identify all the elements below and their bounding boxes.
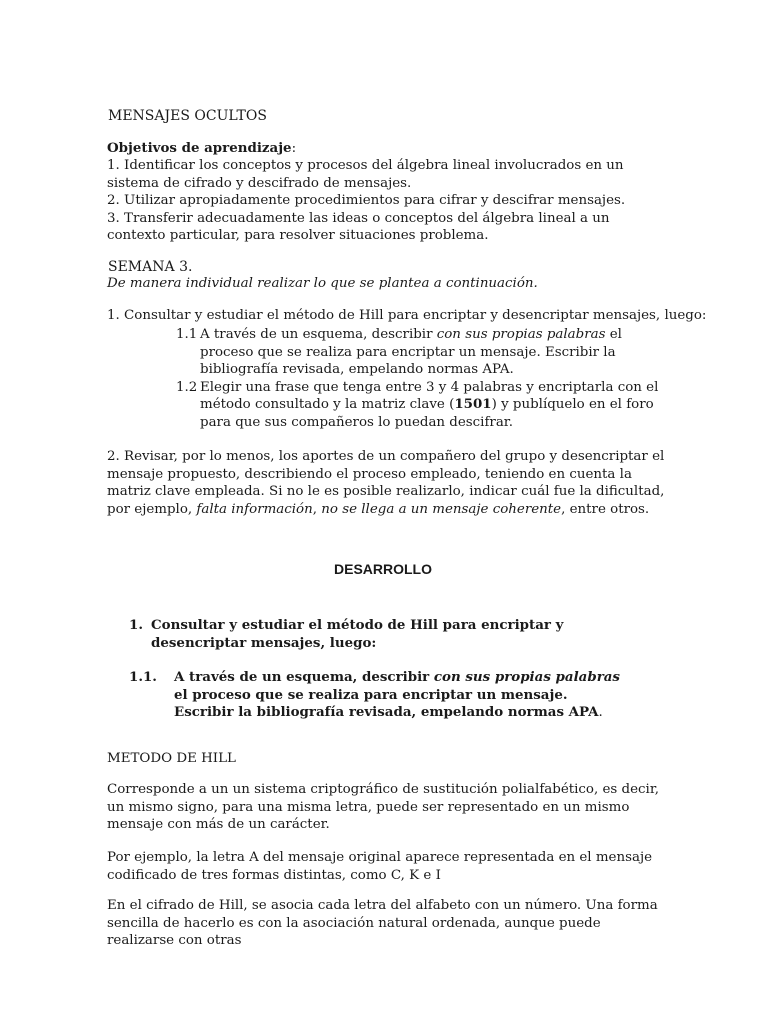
task-2-text-b: , entre otros. <box>561 501 650 517</box>
task-1-1-number: 1.1 <box>176 327 198 342</box>
week-title-dot: . <box>187 259 193 275</box>
development-item-1-text: Consultar y estudiar el método de Hill para encriptar y desencriptar mensajes, luego: <box>151 617 564 651</box>
development-item-1-1-text-b: el proceso que se realiza para encriptar un mensaje. Escribir la bibliografía revisada, empelando normas APA <box>174 686 599 721</box>
hill-paragraph-2: Por ejemplo, la letra A del mensaje original aparece representada en el mensaje codificado de tres formas distintas, como C, K e I <box>107 850 653 883</box>
objectives-heading-text: Objetivos de aprendizaje <box>107 140 292 156</box>
hill-paragraph-1: Corresponde a un un sistema criptográfico de sustitución polialfabético, es decir, un mismo signo, para una misma letra, puede ser representado en un mismo mensaje con más de un carácter. <box>107 782 660 833</box>
development-item-1-1-text <box>174 669 629 722</box>
document-title: MENSAJES OCULTOS <box>108 108 267 124</box>
hill-method-title: METODO DE HILL <box>107 751 236 766</box>
task-2 <box>107 448 667 518</box>
task-1-1-text-italic: con sus propias palabras <box>436 327 606 342</box>
week-title-text: SEMANA 3 <box>108 259 188 275</box>
task-1-1 <box>176 326 676 379</box>
development-item-1 <box>129 617 649 652</box>
objectives-heading-colon: : <box>291 141 297 156</box>
task-2-italic-1: falta información <box>196 501 313 517</box>
objectives-list <box>107 157 667 245</box>
objective-item-2: 2. Utilizar apropiadamente procedimientos para cifrar y descifrar mensajes. <box>107 193 626 209</box>
task-1-2-key: 1501 <box>454 396 492 413</box>
development-item-1-number: 1. <box>129 617 143 633</box>
development-item-1-1-dot: . <box>598 705 603 721</box>
task-2-italic-2: no se llega a un mensaje coherente <box>321 501 562 517</box>
development-item-1-1-italic: con sus propias palabras <box>433 669 620 685</box>
hill-paragraph-3: En el cifrado de Hill, se asocia cada letra del alfabeto con un número. Una forma sencilla de hacerlo es con la asociación natural ordenada, aunque puede realizarse con otras <box>107 898 658 949</box>
development-item-1-1 <box>129 669 629 722</box>
task-1-subitems <box>176 326 676 432</box>
week-subtitle: De manera individual realizar lo que se plantea a continuación. <box>107 276 538 291</box>
task-2-comma: , <box>312 501 322 517</box>
task-1-2-text-b: ) y publíquelo en el foro para que sus compañeros lo puedan descifrar. <box>200 397 654 430</box>
objectives-heading <box>107 140 296 158</box>
development-item-1-1-number: 1.1. <box>129 669 157 685</box>
task-1-1-text-a: A través de un esquema, describir <box>200 327 437 342</box>
task-1: 1. Consultar y estudiar el método de Hill para encriptar y desencriptar mensajes, luego: <box>107 308 707 323</box>
development-heading: DESARROLLO <box>334 561 432 577</box>
objective-item-3: 3. Transferir adecuadamente las ideas o conceptos del álgebra lineal a un contexto particular, para resolver situaciones problema. <box>107 210 610 244</box>
task-1-2-number: 1.2 <box>176 379 198 395</box>
task-1-1-text-b: el proceso que se realiza para encriptar un mensaje. Escribir la bibliografía revisada, empelando normas APA. <box>200 327 622 378</box>
task-1-2-text-a: Elegir una frase que tenga entre 3 y 4 palabras y encriptarla con el método consultado y la matriz clave ( <box>200 379 659 413</box>
development-item-1-1-text-a: A través de un esquema, describir <box>174 669 434 685</box>
objective-item-1: 1. Identificar los conceptos y procesos del álgebra lineal involucrados en un sistema de cifrado y descifrado de mensajes. <box>107 158 624 191</box>
week-title <box>108 259 192 277</box>
task-2-text-a: 2. Revisar, por lo menos, los aportes de un compañero del grupo y desencriptar el mensaje propuesto, describiendo el proceso empleado, teniendo en cuenta la matriz clave empleada. Si no le es posible realizarlo, indicar cuál fue la dificultad, por ejemplo, <box>107 449 665 517</box>
task-1-2 <box>176 379 676 432</box>
